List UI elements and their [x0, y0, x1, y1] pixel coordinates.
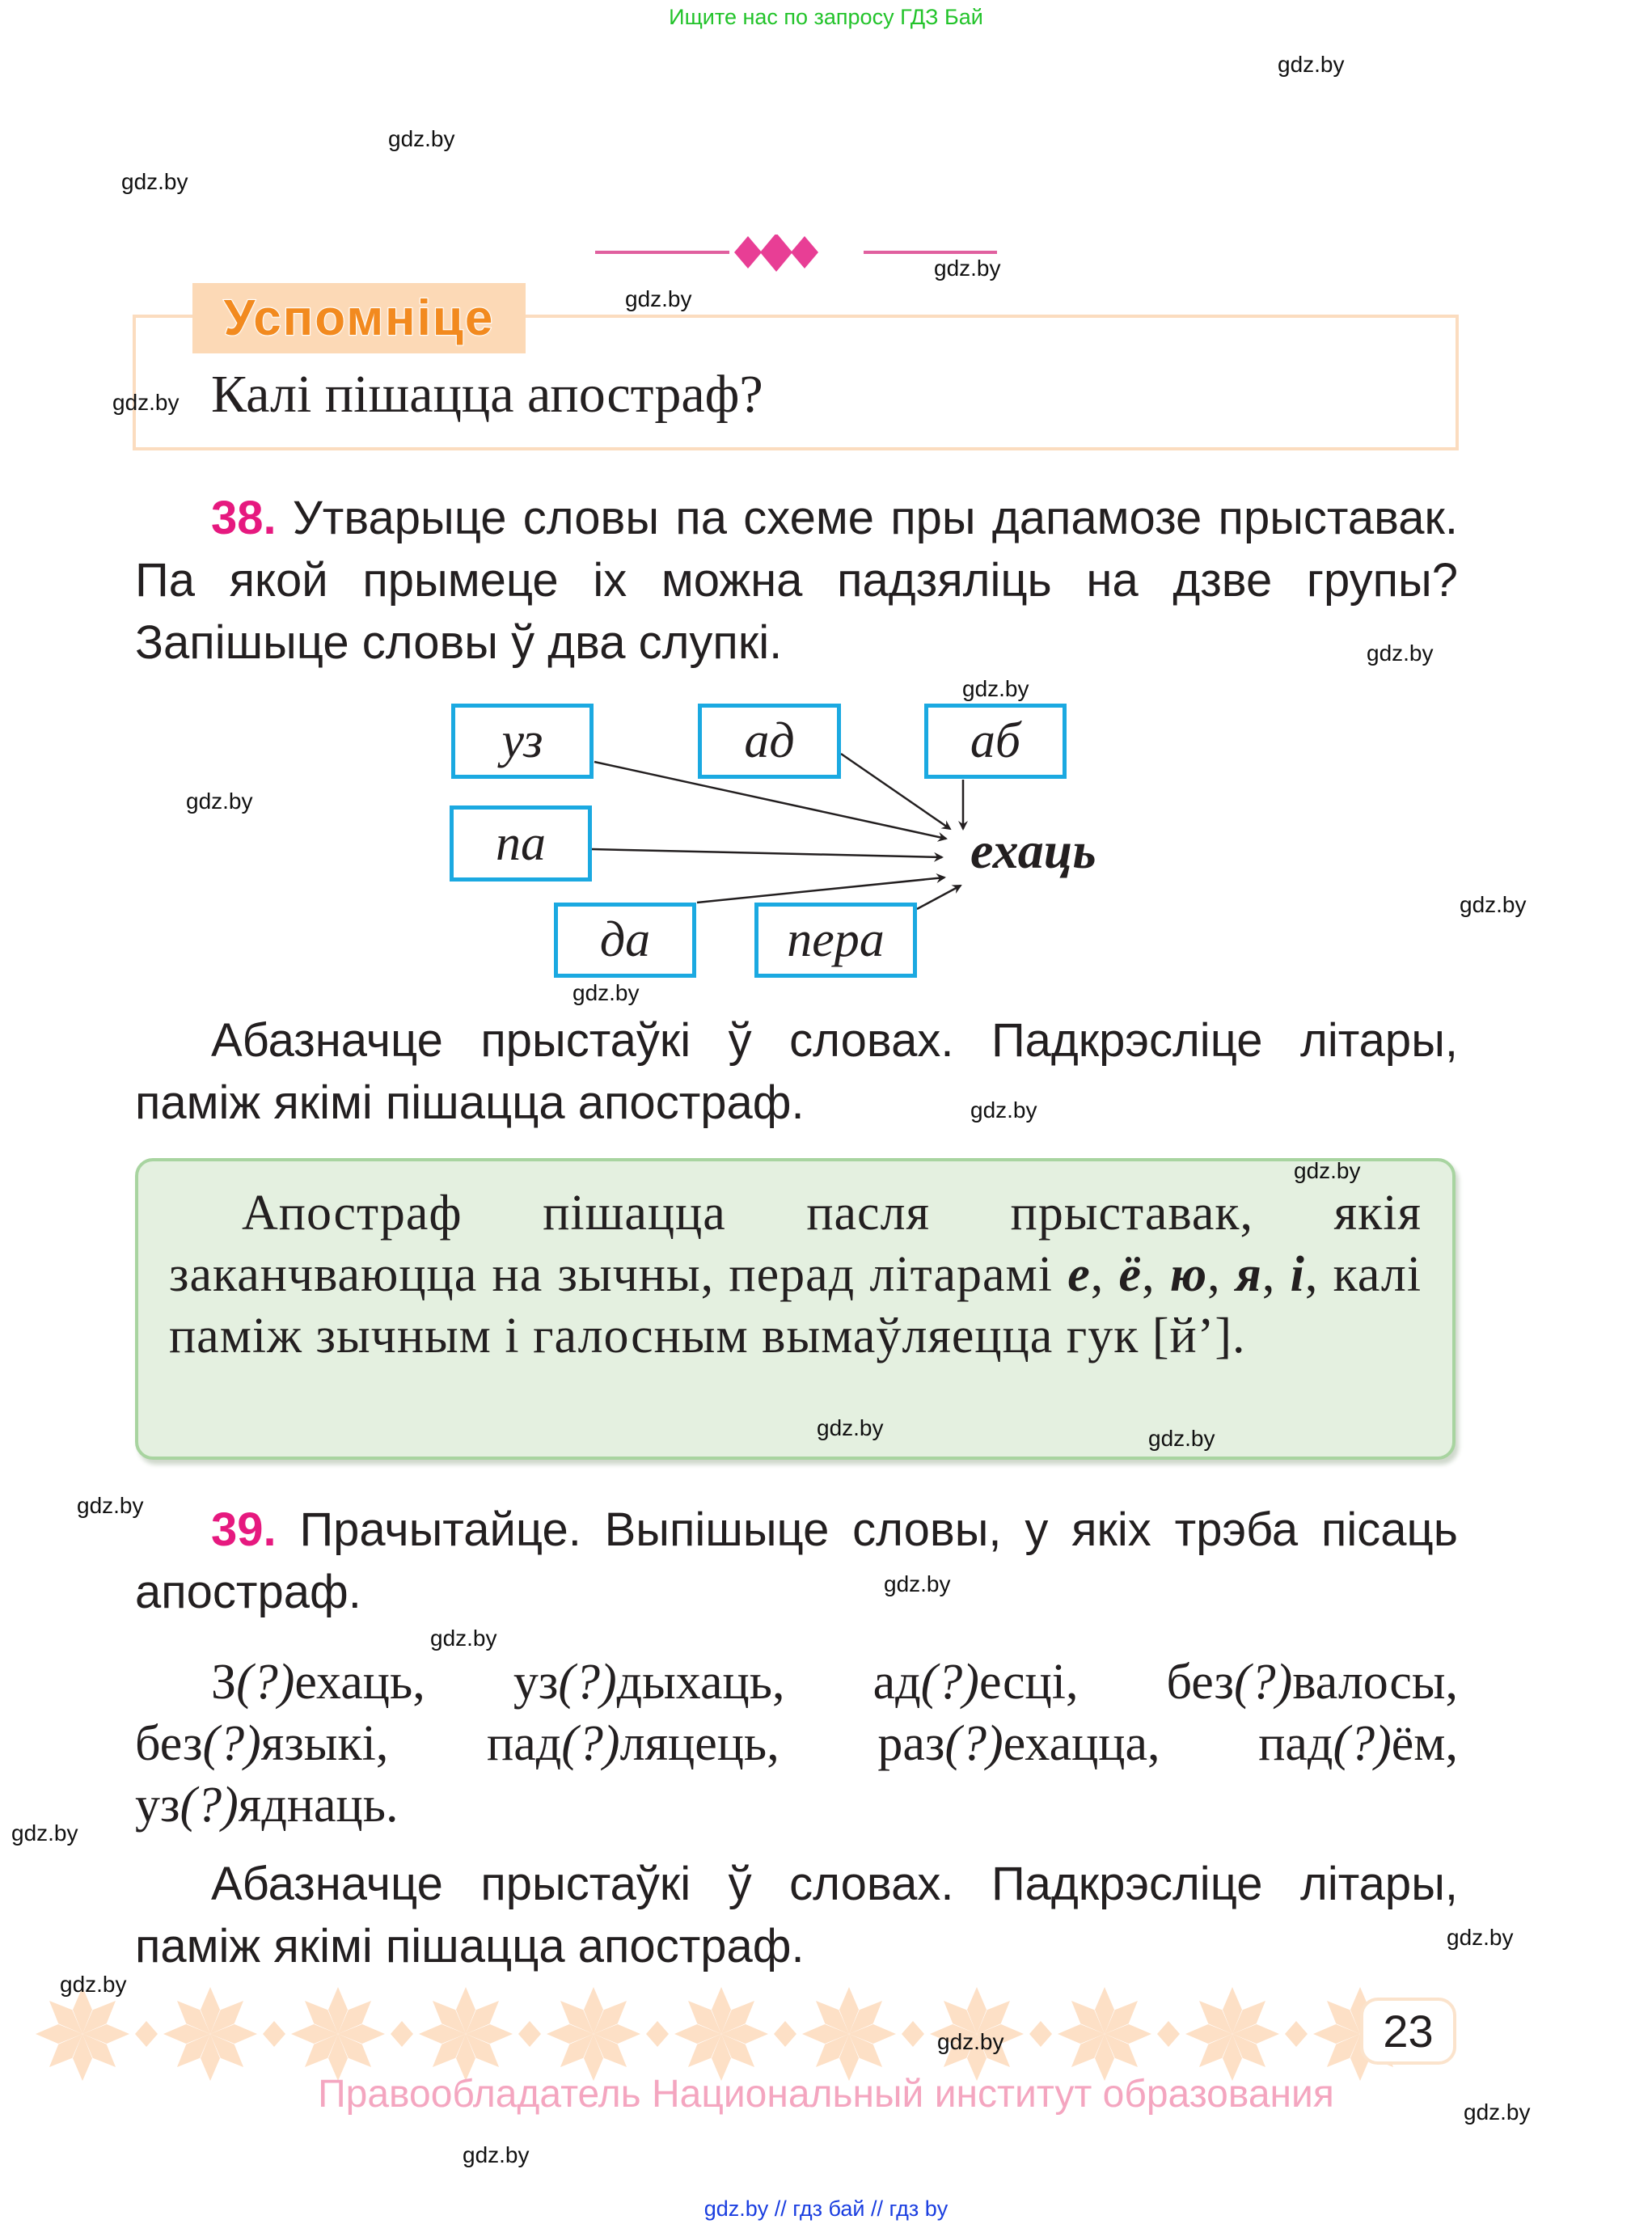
watermark: gdz.by	[1278, 52, 1345, 77]
gap-placeholder: (?)	[558, 1655, 617, 1710]
prefix-box-pa: па	[450, 805, 592, 882]
word-with-gap: раз(?)ехацца	[877, 1716, 1147, 1771]
watermark: gdz.by	[1464, 2099, 1531, 2125]
prefix-box-pera: пера	[754, 903, 917, 978]
page-number: 23	[1360, 1998, 1456, 2065]
exercise-39-text	[135, 1499, 1458, 1623]
top-note: Ищите нас по запросу ГДЗ Бай	[669, 5, 983, 29]
gap-placeholder: (?)	[202, 1716, 261, 1771]
prefix-box-da: да	[554, 903, 696, 978]
remember-label-text: Успомніце	[223, 290, 495, 346]
watermark: gdz.by	[430, 1626, 497, 1651]
gap-placeholder: (?)	[180, 1778, 239, 1833]
word-with-gap: ад(?)есці	[872, 1655, 1066, 1710]
exercise-number: 38.	[211, 492, 277, 544]
watermark: gdz.by	[884, 1571, 951, 1596]
folk-ornament-band	[8, 1985, 1512, 2082]
gap-placeholder: (?)	[1234, 1655, 1293, 1710]
rule-box	[135, 1158, 1456, 1460]
prefix-box-uz: уз	[451, 704, 594, 779]
watermark: gdz.by	[112, 390, 180, 415]
remember-question: Калі пішацца апостраф?	[211, 365, 763, 424]
exercise-39-task: Абазначце прыстаўкі ў словах. Падкрэсліце літары, паміж якімі пішацца апостраф.	[135, 1858, 1458, 1972]
word-with-gap: уз(?)дыхаць	[513, 1655, 772, 1710]
watermark: gdz.by	[1367, 641, 1434, 666]
watermark: gdz.by	[11, 1820, 78, 1846]
watermark: gdz.by	[572, 980, 640, 1005]
watermark: gdz.by	[817, 1415, 884, 1440]
exercise-instruction: Прачытайце. Выпішыце словы, у якіх трэба пісаць апостраф.	[135, 1503, 1458, 1618]
rule-text: Апостраф пішацца пасля прыставак, якія заканчваюцца на зычны, перад літарамі е, ё, ю, я, і, калі паміж зычным і галосным вымаўляецца гук [й’].	[169, 1186, 1422, 1364]
prefix-box-ad: ад	[698, 704, 841, 779]
gap-placeholder: (?)	[561, 1716, 620, 1771]
word-with-gap: пад(?)ём	[1258, 1716, 1446, 1771]
prefix-box-ab: аб	[924, 704, 1067, 779]
snowflake-ornament	[1058, 1987, 1180, 2081]
snowflake-ornament	[674, 1987, 796, 2081]
watermark: gdz.by	[970, 1097, 1037, 1123]
gap-placeholder: (?)	[236, 1655, 295, 1710]
bottom-links[interactable]: gdz.by // гдз бай // гдз by	[703, 2197, 949, 2221]
watermark: gdz.by	[77, 1493, 144, 1518]
watermark: gdz.by	[1148, 1426, 1215, 1451]
watermark: gdz.by	[463, 2142, 530, 2167]
watermark: gdz.by	[625, 286, 692, 311]
watermark: gdz.by	[962, 676, 1029, 701]
watermark: gdz.by	[186, 789, 253, 814]
exercise-38-task: Абазначце прыстаўкі ў словах. Падкрэсліце літары, паміж якімі пішацца апостраф.	[135, 1014, 1458, 1129]
exercise-39-words: З(?)ехаць, уз(?)дыхаць, ад(?)есці, без(?)валосы, без(?)языкі, пад(?)ляцець, раз(?)ехацца, пад(?)ём, уз(?)яднаць.	[135, 1655, 1459, 1833]
gap-placeholder: (?)	[1333, 1716, 1392, 1771]
word-with-gap: без(?)валосы	[1166, 1655, 1446, 1710]
gap-placeholder: (?)	[920, 1655, 979, 1710]
snowflake-ornament	[36, 1987, 158, 2081]
watermark: gdz.by	[388, 126, 455, 151]
watermark: gdz.by	[1294, 1158, 1361, 1183]
watermark: gdz.by	[121, 169, 188, 194]
exercise-instruction: Утварыце словы па схеме пры дапамозе прыставак. Па якой прымеце іх можна падзяліць на дзве групы? Запішыце словы ў два слупкі.	[135, 492, 1458, 669]
watermark: gdz.by	[1460, 892, 1527, 917]
snowflake-ornament	[802, 1987, 924, 2081]
exercise-number: 39.	[211, 1503, 277, 1556]
word-with-gap: уз(?)яднаць	[135, 1778, 387, 1833]
snowflake-ornament	[291, 1987, 413, 2081]
root-word: ехаць	[970, 822, 1096, 879]
word-with-gap: без(?)языкі	[135, 1716, 376, 1771]
gap-placeholder: (?)	[944, 1716, 1003, 1771]
watermark: gdz.by	[60, 1972, 127, 1997]
snowflake-ornament	[419, 1987, 541, 2081]
watermark: gdz.by	[937, 2029, 1004, 2054]
copyright-notice: Правообладатель Национальный институт образования	[318, 2073, 1334, 2116]
snowflake-ornament	[547, 1987, 669, 2081]
word-with-gap: пад(?)ляцець	[487, 1716, 767, 1771]
scheme-arrows	[0, 0, 1652, 1011]
snowflake-ornament	[163, 1987, 285, 2081]
watermark: gdz.by	[1447, 1925, 1514, 1950]
snowflake-ornament	[1185, 1987, 1308, 2081]
word-with-gap: З(?)ехаць	[211, 1655, 413, 1710]
watermark: gdz.by	[934, 256, 1001, 281]
